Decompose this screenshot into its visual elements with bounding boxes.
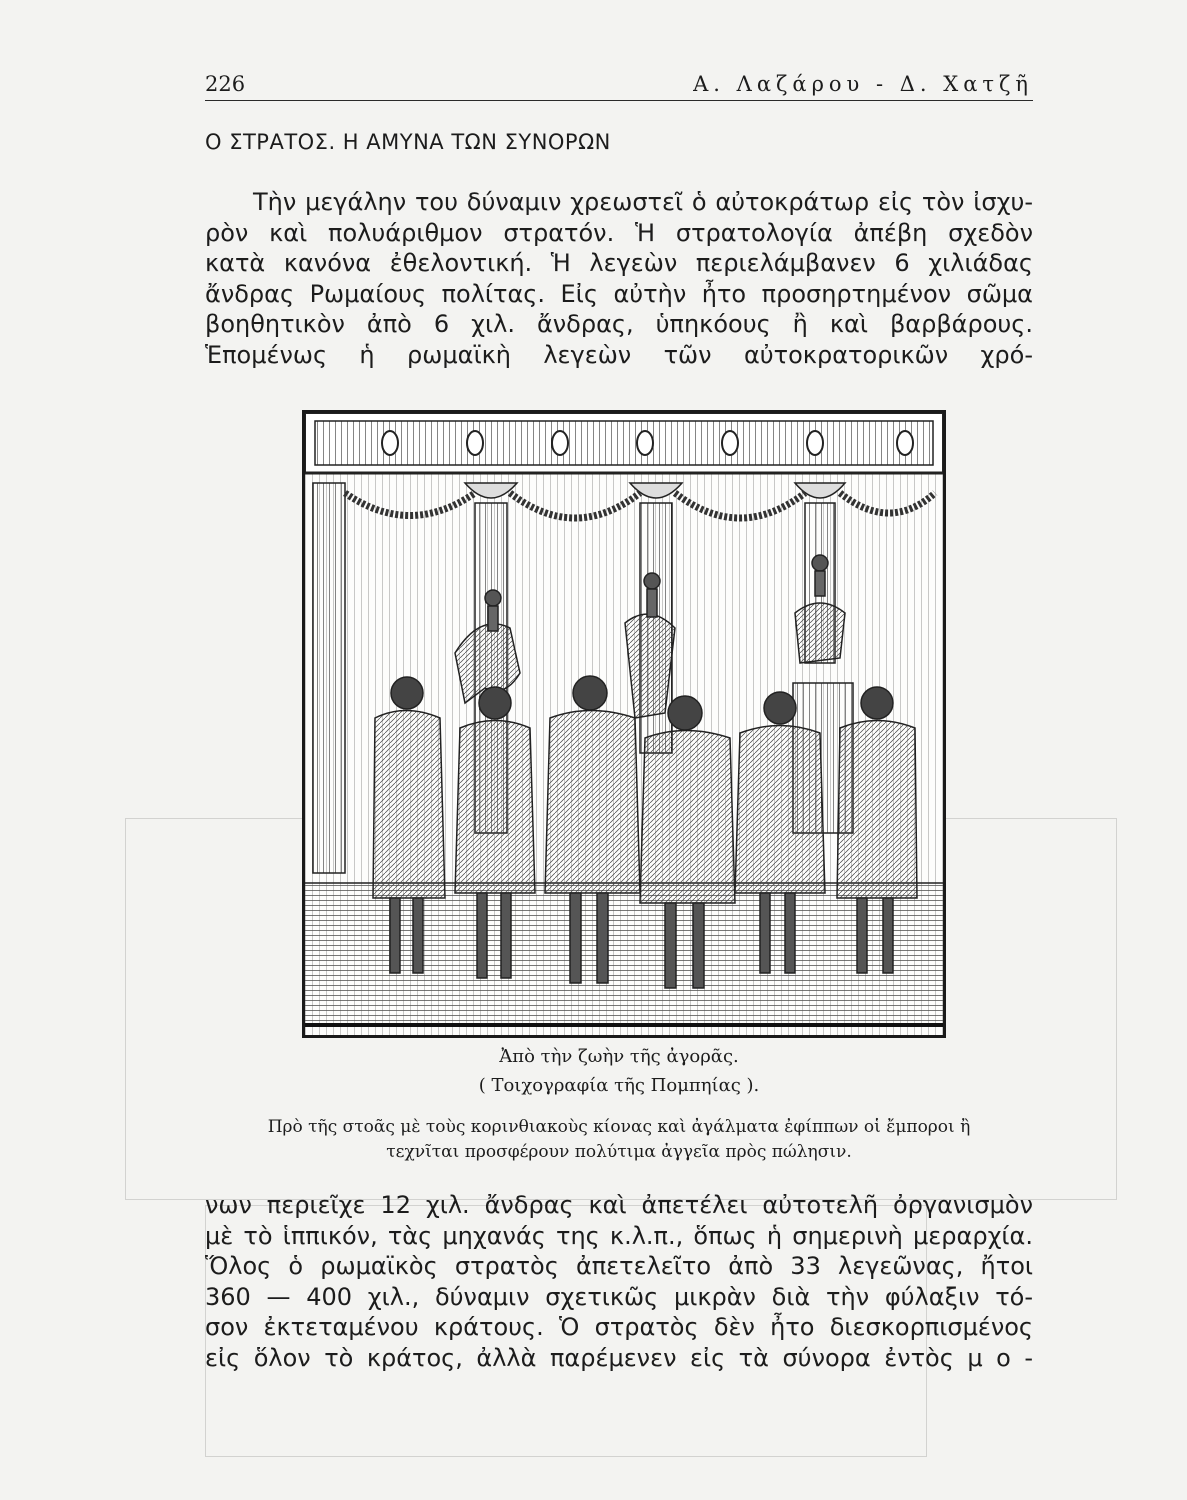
text-line: βοηθητικὸν ἀπὸ 6 χιλ. ἄνδρας, ὑπηκόους ἢ καὶ βαρβάρους. [205,310,1033,338]
figure-caption-description-continued: τεχνῖται προσφέρουν πολύτιμα ἀγγεῖα πρὸς πώλησιν. [386,1142,852,1162]
running-header-author: Α. Λαζάρου - Δ. Χατζῆ [693,72,1033,96]
section-title: Ο ΣΤΡΑΤΟΣ. Η ΑΜΥΝΑ ΤΩΝ ΣΥΝΟΡΩΝ [205,130,611,154]
text-line: εἰς ὅλον τὸ κράτος, ἀλλὰ παρέμενεν εἰς τὰ σύνορα ἐντὸς μ ο - [205,1343,1033,1372]
paragraph-2 [205,1190,1033,1373]
text-line: Ἑπομένως ἡ ρωμαϊκὴ λεγεὼν τῶν αὐτοκρατορικῶν χρό- [205,340,1033,369]
fresco-illustration [302,410,946,1038]
entablature [305,413,943,473]
text-line: 360 — 400 χιλ., δύναμιν σχετικῶς μικρὰν διὰ τὴν φύλαξιν τό- [205,1282,1033,1311]
running-header [205,66,1033,101]
page-number: 226 [205,72,246,96]
text-line: Τὴν μεγάλην του δύναμιν χρεωστεῖ ὁ αὐτοκράτωρ εἰς τὸν ἰσχυ- [253,188,1033,216]
figure-caption-title: Ἀπὸ τὴν ζωὴν τῆς ἀγορᾶς. [499,1046,739,1067]
text-line: μὲ τὸ ἱππικόν, τὰς μηχανάς της κ.λ.π., ὅπως ἡ σημερινὴ μεραρχία. [205,1221,1033,1250]
text-line: ἄνδρας Ρωμαίους πολίτας. Εἰς αὐτὴν ἦτο προσηρτημένον σῶμα [205,279,1033,308]
figure-caption-description: Πρὸ τῆς στοᾶς μὲ τοὺς κορινθιακοὺς κίονας καὶ ἀγάλματα ἐφίππων οἱ ἔμποροι ἢ [267,1117,971,1137]
text-line: κατὰ κανόνα ἐθελοντική. Ἡ λεγεὼν περιελάμβανεν 6 χιλιάδας [205,249,1033,277]
paragraph-1 [205,187,1033,370]
fresco-drawing [305,413,943,1035]
figure-caption-source: ( Τοιχογραφία τῆς Πομπηίας ). [478,1075,760,1096]
text-line: ρὸν καὶ πολυάριθμον στρατόν. Ἡ στρατολογία ἀπέβη σχεδὸν [205,218,1033,247]
text-line: σον ἐκτεταμένου κράτους. Ὁ στρατὸς δὲν ἦτο διεσκορπισμένος [205,1313,1033,1341]
text-line: Ὅλος ὁ ρωμαϊκὸς στρατὸς ἀπετελεῖτο ἀπὸ 33 λεγεῶνας, ἤτοι [205,1252,1033,1280]
text-line: νων περιεῖχε 12 χιλ. ἄνδρας καὶ ἀπετέλει αὐτοτελῆ ὀργανισμὸν [205,1191,1033,1219]
